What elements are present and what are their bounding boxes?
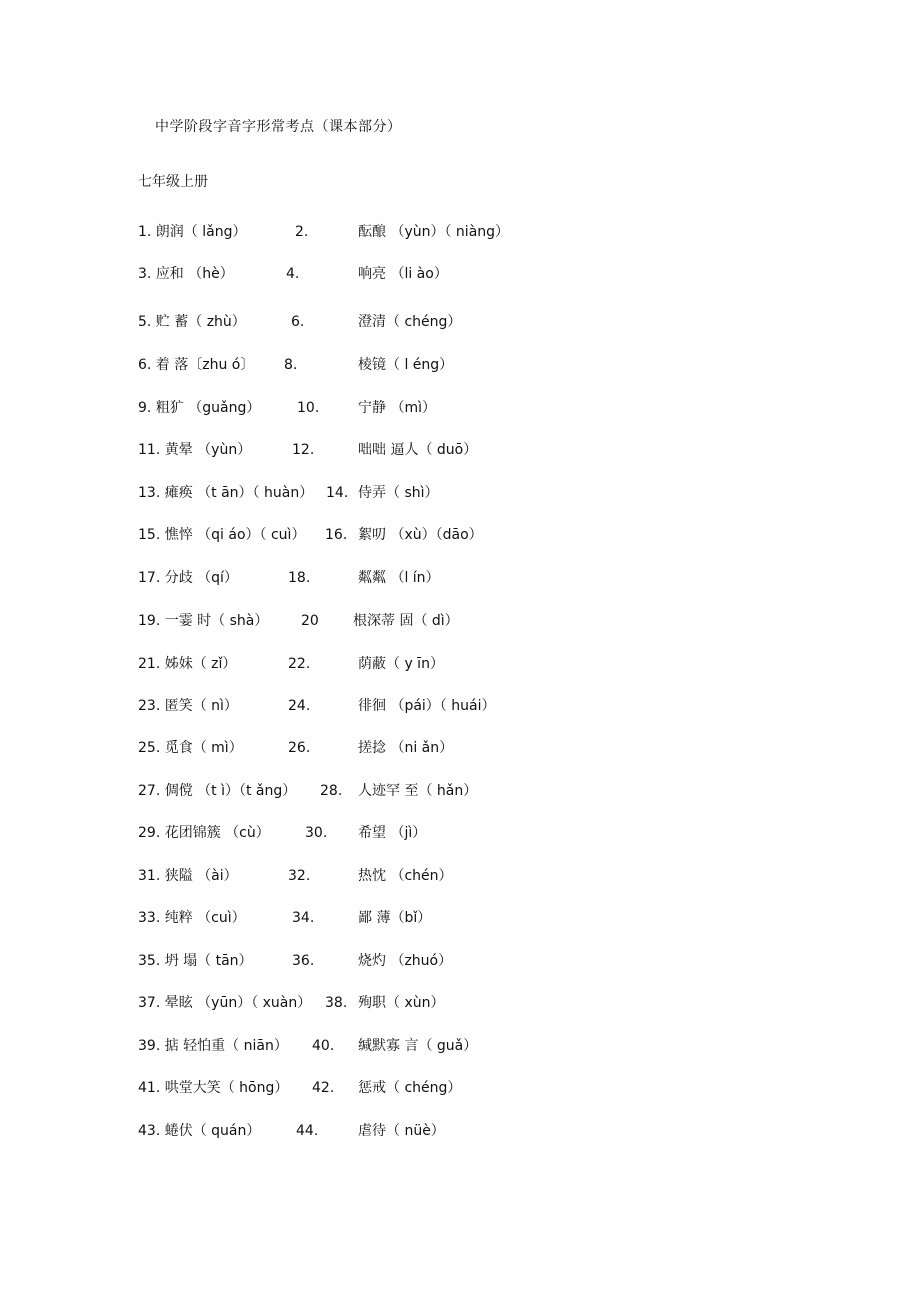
right-entry: 酝酿 （yùn）（ niàng） [358,224,510,240]
left-entry: 3. 应和 （hè） [138,266,234,282]
item-number: 8. [284,357,298,373]
word-row [138,523,778,547]
word-row [138,609,778,633]
word-row [138,566,778,590]
word-row [138,694,778,718]
section-heading: 七年级上册 [138,174,208,190]
item-number: 24. [288,698,311,714]
left-entry: 33. 纯粹 （cuì） [138,910,246,926]
word-row [138,652,778,676]
right-entry: 虐待（ nüè） [358,1123,445,1139]
left-entry: 13. 瘫痪 （t ān）（ huàn） [138,485,314,501]
left-entry: 41. 哄堂大笑（ hōng） [138,1080,289,1096]
word-row [138,481,778,505]
right-entry: 粼粼 （l ín） [358,570,440,586]
item-number: 32. [288,868,311,884]
item-number: 42. [312,1080,335,1096]
word-row [138,736,778,760]
item-number: 16. [325,527,348,543]
item-number: 10. [297,400,320,416]
word-row [138,1119,778,1143]
word-row [138,1076,778,1100]
left-entry: 25. 觅食（ mì） [138,740,243,756]
item-number: 44. [296,1123,319,1139]
item-number: 18. [288,570,311,586]
word-row [138,779,778,803]
word-row [138,262,778,286]
right-entry: 棱镜（ l éng） [358,357,454,373]
left-entry: 27. 倜傥 （t ì）（t ǎng） [138,783,297,799]
word-row [138,310,778,334]
right-entry: 殉职（ xùn） [358,995,445,1011]
left-entry: 19. 一霎 时（ shà） [138,613,269,629]
item-number: 30. [305,825,328,841]
left-entry: 29. 花团锦簇 （cù） [138,825,270,841]
item-number: 34. [292,910,315,926]
left-entry: 23. 匿笑（ nì） [138,698,238,714]
right-entry: 徘徊 （pái）（ huái） [358,698,496,714]
left-entry: 39. 掂 轻怕重（ niān） [138,1038,288,1054]
page-title: 中学阶段字音字形常考点（课本部分） [155,119,402,135]
item-number: 26. [288,740,311,756]
item-number: 36. [292,953,315,969]
word-row [138,220,778,244]
left-entry: 21. 姊妹（ zǐ） [138,656,237,672]
right-entry: 搓捻 （ni ǎn） [358,740,454,756]
left-entry: 6. 着 落〔zhu ó〕 [138,357,255,373]
word-row [138,821,778,845]
word-row [138,949,778,973]
right-entry: 希望 （jì） [358,825,427,841]
right-entry: 宁静 （mì） [358,400,436,416]
item-number: 14. [326,485,349,501]
item-number: 38. [325,995,348,1011]
item-number: 12. [292,442,315,458]
word-row [138,864,778,888]
left-entry: 9. 粗犷 （guǎng） [138,400,261,416]
left-entry: 37. 晕眩 （yūn）（ xuàn） [138,995,312,1011]
left-entry: 11. 黄晕 （yùn） [138,442,252,458]
left-entry: 31. 狭隘 （ài） [138,868,238,884]
right-entry: 惩戒（ chéng） [358,1080,462,1096]
word-row [138,991,778,1015]
right-entry: 烧灼 （zhuó） [358,953,453,969]
right-entry: 缄默寡 言（ guǎ） [358,1038,478,1054]
word-row [138,438,778,462]
right-entry: 侍弄（ shì） [358,485,439,501]
right-entry: 咄咄 逼人（ duō） [358,442,478,458]
right-entry: 根深蒂 固（ dì） [353,613,459,629]
item-number: 4. [286,266,300,282]
word-row [138,353,778,377]
item-number: 22. [288,656,311,672]
left-entry: 15. 憔悴 （qi áo）（ cuì） [138,527,306,543]
word-row [138,906,778,930]
right-entry: 澄清（ chéng） [358,314,462,330]
left-entry: 35. 坍 塌（ tān） [138,953,253,969]
right-entry: 响亮 （li ào） [358,266,448,282]
item-number: 6. [291,314,305,330]
item-number: 28. [320,783,343,799]
left-entry: 1. 朗润（ lǎng） [138,224,247,240]
word-row [138,1034,778,1058]
right-entry: 絮叨 （xù）（dāo） [358,527,483,543]
left-entry: 17. 分歧 （qí） [138,570,238,586]
right-entry: 鄙 薄（bǐ） [358,910,432,926]
item-number: 2. [295,224,309,240]
left-entry: 43. 蜷伏（ quán） [138,1123,261,1139]
right-entry: 荫蔽（ y īn） [358,656,444,672]
word-row [138,396,778,420]
item-number: 20 [301,613,319,629]
right-entry: 人迹罕 至（ hǎn） [358,783,478,799]
right-entry: 热忱 （chén） [358,868,453,884]
item-number: 40. [312,1038,335,1054]
left-entry: 5. 贮 蓄（ zhù） [138,314,246,330]
